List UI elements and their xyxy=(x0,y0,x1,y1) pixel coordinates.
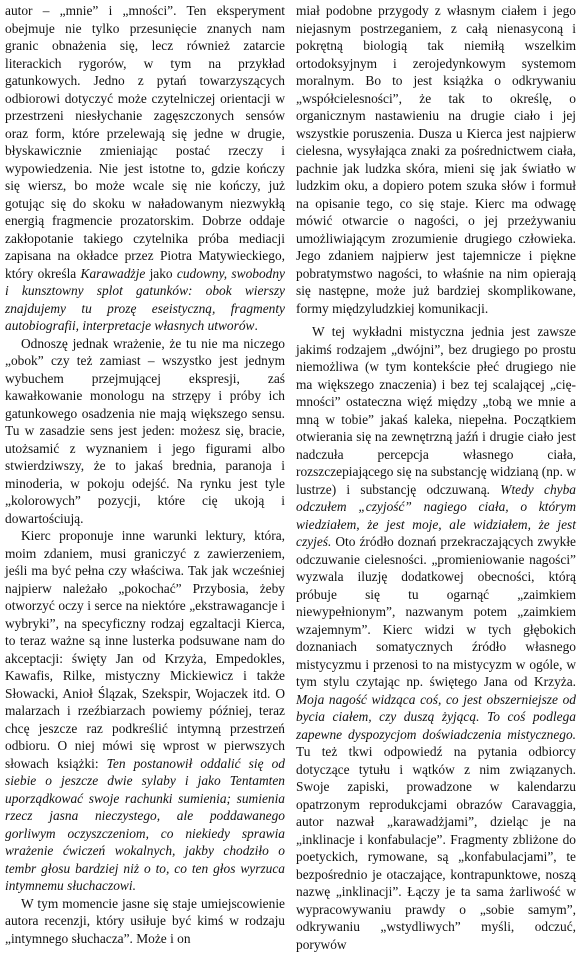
text-segment: Oto źródło doznań przekraczających zwykłe odczuwanie cielesności. „promieniowanie nagości” wyzwala iluzję dodatkowej obecności, którą próbuje się tu ogarnąć „zaimkiem niewypełnionym”, nazwanym potem „zaimkiem wzajemnym”. Kierc widzi w tych głębokich doznaniach somatycznych źródło własnego mistycyzmu i przenosi to na mistycyzm w ogóle, w tym stylu czytając np. świętego Jana od Krzyża. xyxy=(296,534,576,689)
text-segment: Odnoszę jednak wrażenie, że tu nie ma niczego „obok” czy też zamiast – wszystko jest jednym wybuchem przejmującej ekspresji, zaś kawałkowanie monologu na strzępy i próby ich gatunkowego osadzenia nie mają większego sensu. Tu w zasadzie sens jest jeden: możesz się, bracie, utożsamić z wyznaniem i jego figurami albo stwierdziwszy, że to jakaś brednia, paranoja i minoderia, w pokoju odejść. Na rynku jest tyle „kolorowych” pozycji, które cię ukoją i dowartościują. xyxy=(5,335,285,526)
text-segment: jako xyxy=(145,265,177,281)
text-segment: W tym momencie jasne się staje umiejscowienie autora recenzji, który usiłuje być kimś w rodzaju „intymnego słuchacza”. Może i on xyxy=(5,895,285,946)
italic-quote: Wtedy chyba odczułem „czyjość” nagiego ciała, o którym wiedziałem, że jest moje, ale widziałem, że jest czyjeś. xyxy=(296,481,576,549)
italic-quote: Moja nagość widząca coś, co jest obszerniejsze od bycia ciałem, czy duszą żyjącą. To coś podlega zapewne dyspozycjom doświadczenia mistycznego. xyxy=(296,691,576,742)
italic-quote: Karawadżje xyxy=(80,265,146,281)
text-column-right xyxy=(296,2,576,952)
text-segment: autor – „mnie” i „mności”. Ten eksperyment obejmuje nie tylko przesunięcie znanych nam granic obnażenia się, lecz również zatarcie literackich rygorów, w tym na przykład gatunkowych. Jedno z pytań towarzyszących odbiorowi dotyczyć może czytelniczej orientacji w przestrzeni niesłychanie zagęszczonych sensów oraz form, które przelewają się jedne w drugie, błyskawicznie zmieniając postać rzeczy i wypowiedzenia. Nie jest istotne to, gdzie kończy się wiersz, bo może wcale się nie kończy, już gotując się do skoku w naładowanym niezwykłą energią fragmencie prozatorskim. Dobrze oddaje zakłopotanie takiego czytelnika próba mediacji zapisana na okładce przez Piotra Matywieckiego, który określa xyxy=(5,3,285,281)
italic-quote: Ten postanowił oddalić się od siebie o jeszcze dwie sylaby i jako Tentamten uporządkować swoje rachunki sumienia; sumienia rzecz jasna nieczystego, ale poddawanego gorliwym oczyszczeniom, co niekiedy sprawia wrażenie ćwiczeń wokalnych, jakby chodziło o tembr głosu bardziej niż o to, co ten głos wyrzuca intymnemu słuchaczowi. xyxy=(5,755,285,893)
text-segment: miał podobne przygody z własnym ciałem i jego niejasnym postrzeganiem, z całą nienasyconą i pokrętną biologią tak niemiłą wszelkim ortodoksyjnym i zerojedynkowym systemom moralnym. Bo to jest książka o odkrywaniu „współcielesności”, że tak to określę, o organicznym nastawieniu na drugie ciało i jej wszystkie poruszenia. Dusza u Kierca jest najpierw cielesna, wysyłająca znaki za pośrednictwem ciała, pachnie jak ludzka skóra, mieni się jak światło w ludzkim oku, a dopiero potem szuka słów i formuł na opisanie tego, co się staje. Kierc ma odwagę mówić otwarcie o nagości, o jej przeżywaniu umożliwiającym zrozumienie drugiego człowieka. Jego zdaniem najpierw jest tajemnicze i piękne pobratymstwo nagości, to właśnie na nim opierają się następne, może już bardziej skomplikowane, formy międzyludzkiej komunikacji. xyxy=(296,3,576,316)
paragraph xyxy=(5,527,285,895)
text-column-left xyxy=(5,2,285,946)
italic-quote: cudowny, swobodny i kunsztowny splot gatunków: obok wierszy znajdujemy tu prozę eseistyczną, fragmenty autobiografii, interpretacje własnych utworów xyxy=(5,265,285,333)
text-segment: W tej wykładni mistyczna jednia jest zawsze jakimś rodzajem „dwójni”, bez drugiego po prostu niemożliwa (w tym kontekście płeć drugiego nie ma większego znaczenia) i bez tej scalającej „cię-mności” ostateczna więź między „tobą we mnie a mną w tobie” jakaś kaleka, niepełna. Początkiem otwierania się na zewnętrzną jaźń i drugie ciało jest nadczuła percepcja własnego ciała, rozszczepiającego się na substancję widzianą (np. w lustrze) i substancję odczuwaną. xyxy=(296,324,576,497)
paragraph xyxy=(5,895,285,948)
paragraph xyxy=(5,335,285,528)
text-segment: . xyxy=(254,318,258,333)
paragraph xyxy=(5,2,285,335)
paragraph xyxy=(296,2,576,317)
paragraph xyxy=(296,323,576,953)
text-segment: Tu też tkwi odpowiedź na pytania odbiorcy dotyczące tytułu i wątków z nim związanych. Swoje zapiski, prowadzone w kalendarzu opatrzonym reprodukcjami obrazów Caravaggia, autor nazwał „karawadżjami”, dzieląc je na „inklinacje i konfabulacje”. Fragmenty zbliżone do poetyckich, rymowane, są „konfabulacjami”, te bezpośrednio je otaczające, kontrapunktowe, noszą nazwę „inklinacji”. Łączy je ta sama żarliwość w wypracowywaniu prawdy o „sobie samym”, odkrywaniu „wstydliwych” myśli, odczuć, porywów xyxy=(296,744,576,952)
text-segment: Kierc proponuje inne warunki lektury, która, moim zdaniem, musi graniczyć z zawierzeniem, jeśli ma być pełna czy właściwa. Tak jak wcześniej najpierw należało „pokochać” Przybosia, żeby otworzyć oczy i serce na niektóre „ekstrawagancje i wybryki”, na specyficzny rodzaj egzaltacji Kiercа, to teraz ważne są inne lusterka podsuwane nam do akceptacji: święty Jan od Krzyża, Empedokles, Kawafis, Rilke, mistyczny Mickiewicz i także Słowacki, Anioł Ślązak, Szekspir, Wojaczek itd. O malarzach i rzeźbiarzach powiemy później, teraz chcę jeszcze raz podkreślić intymną przestrzeń odbioru. O niej mówi się wprost w pierwszych słowach książki: xyxy=(5,528,285,771)
